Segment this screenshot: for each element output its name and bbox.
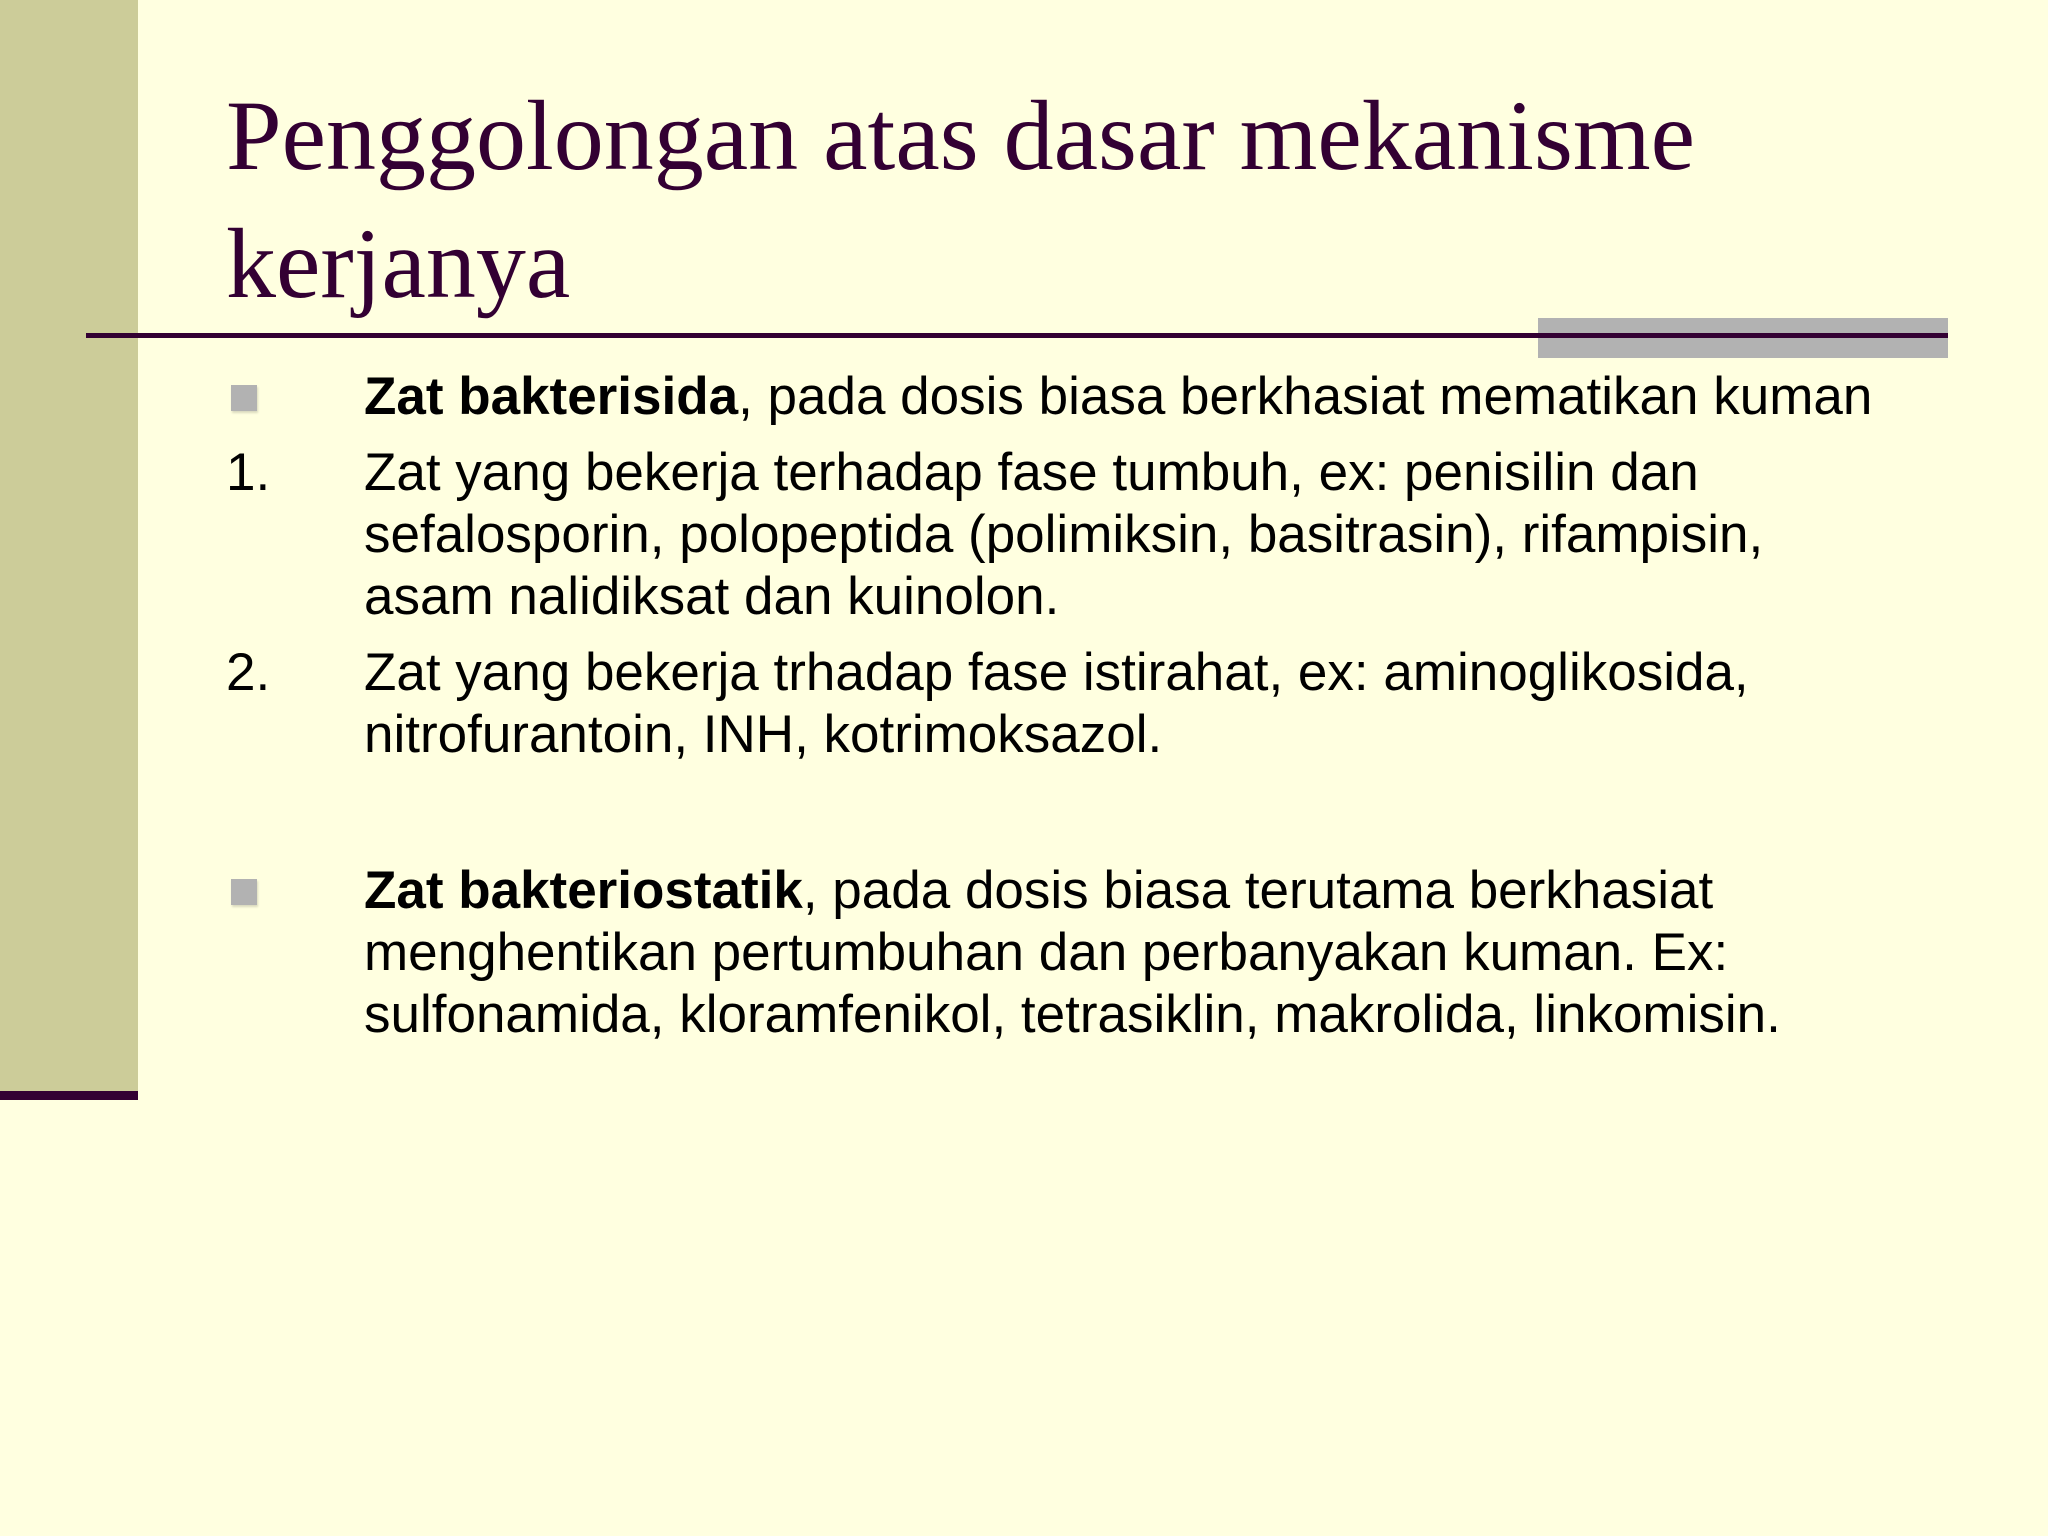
title-rule-accent [1538, 333, 1948, 338]
list-item-numbered-2 [226, 642, 1906, 766]
square-bullet-icon [231, 385, 257, 411]
item-text: , pada dosis biasa berkhasiat mematikan kuman [738, 367, 1873, 426]
sidebar-underline [0, 1091, 138, 1100]
slide-title: Penggolongan atas dasar mekanisme kerjanya [226, 80, 1696, 319]
sidebar-decoration [0, 0, 138, 1092]
square-bullet-icon [231, 879, 257, 905]
list-item-bakterisida [226, 366, 1906, 428]
item-text: Zat yang bekerja trhadap fase istirahat, ex: aminoglikosida, nitrofurantoin, INH, kotrimoksazol. [364, 643, 1749, 764]
slide-content [226, 366, 1906, 1046]
term-bakterisida: Zat bakterisida [364, 367, 739, 426]
item-text: Zat yang bekerja terhadap fase tumbuh, ex: penisilin dan sefalosporin, polopeptida (polimiksin, basitrasin), rifampisin, asam nalidiksat dan kuinolon. [364, 443, 1764, 626]
list-item-numbered-1 [226, 442, 1906, 628]
list-number: 2. [226, 643, 271, 702]
list-number: 1. [226, 443, 271, 502]
list-item-bakteriostatik [226, 860, 1906, 1046]
title-rule-shadow [1538, 318, 1948, 358]
item-text: , pada dosis biasa terutama berkhasiat menghentikan pertumbuhan dan perbanyakan kuman. Ex: sulfonamida, kloramfenikol, tetrasiklin, makrolida, linkomisin. [364, 861, 1781, 1044]
term-bakteriostatik: Zat bakteriostatik [364, 861, 803, 920]
